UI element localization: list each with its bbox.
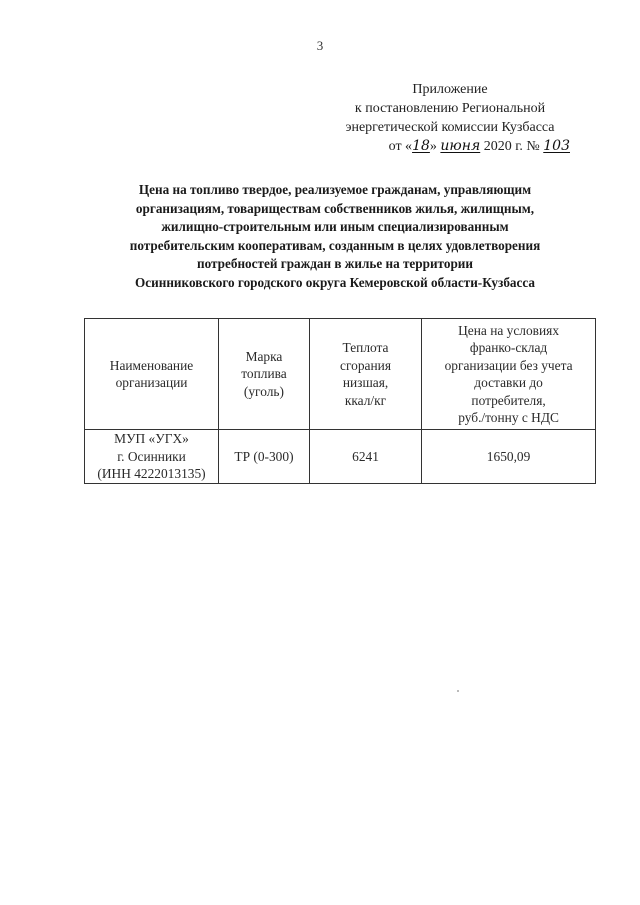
cell-fuel-grade: ТР (0-300) <box>219 430 310 484</box>
appendix-line-3: энергетической комиссии Кузбасса <box>345 120 555 135</box>
document-number-handwritten: 103 <box>543 138 570 154</box>
organization-name: МУП «УГХ» <box>114 431 189 446</box>
organization-inn: (ИНН 4222013135) <box>97 466 206 481</box>
header-text: сгорания <box>340 357 391 373</box>
header-text: руб./тонну с НДС <box>458 410 559 425</box>
cell-price: 1650,09 <box>422 430 596 484</box>
title-line: жилищно-строительным или иным специализированным <box>161 219 509 234</box>
cell-heat-value: 6241 <box>309 430 421 484</box>
header-text: Марка <box>245 348 283 364</box>
organization-city: г. Осинники <box>117 448 186 464</box>
title-line: потребительским кооперативам, созданным в целях удовлетворения <box>129 237 541 253</box>
document-title <box>90 181 580 292</box>
header-text: низшая, <box>342 375 389 390</box>
date-prefix: от « <box>388 139 413 154</box>
appendix-header <box>300 80 600 156</box>
date-day-handwritten: 18 <box>412 138 430 154</box>
header-text: доставки до <box>474 375 543 390</box>
header-text: (уголь) <box>243 383 284 399</box>
date-year: 2020 г. № <box>480 139 544 154</box>
header-text: организации без учета <box>444 357 573 373</box>
table-row <box>85 430 596 484</box>
date-month-handwritten: июня <box>440 138 481 154</box>
price-table <box>84 318 596 484</box>
table-header-row <box>85 319 596 430</box>
header-text: Наименование <box>109 357 194 373</box>
header-price <box>422 319 596 430</box>
header-organization <box>85 319 219 430</box>
title-line: потребностей граждан в жилье на территории <box>197 256 473 271</box>
cell-organization <box>85 430 219 484</box>
title-line: организациям, товариществам собственников жилья, жилищным, <box>135 200 535 216</box>
scan-speck <box>457 690 459 692</box>
header-text: Теплота <box>342 340 389 355</box>
date-mid: » <box>429 139 441 154</box>
title-line: Осинниковского городского округа Кемеровской области-Кузбасса <box>135 274 535 290</box>
header-fuel-grade <box>219 319 310 430</box>
header-heat-value <box>309 319 421 430</box>
appendix-line-1: Приложение <box>412 82 488 97</box>
page-number: 3 <box>316 38 324 53</box>
header-text: потребителя, <box>471 392 546 408</box>
header-text: франко-склад <box>469 340 548 355</box>
appendix-line-2: к постановлению Региональной <box>354 101 546 116</box>
header-text: организации <box>115 375 188 390</box>
header-text: Цена на условиях <box>458 322 560 338</box>
appendix-date-line <box>300 137 600 156</box>
header-text: ккал/кг <box>344 392 387 408</box>
title-line: Цена на топливо твердое, реализуемое гражданам, управляющим <box>138 182 532 197</box>
header-text: топлива <box>241 366 287 382</box>
